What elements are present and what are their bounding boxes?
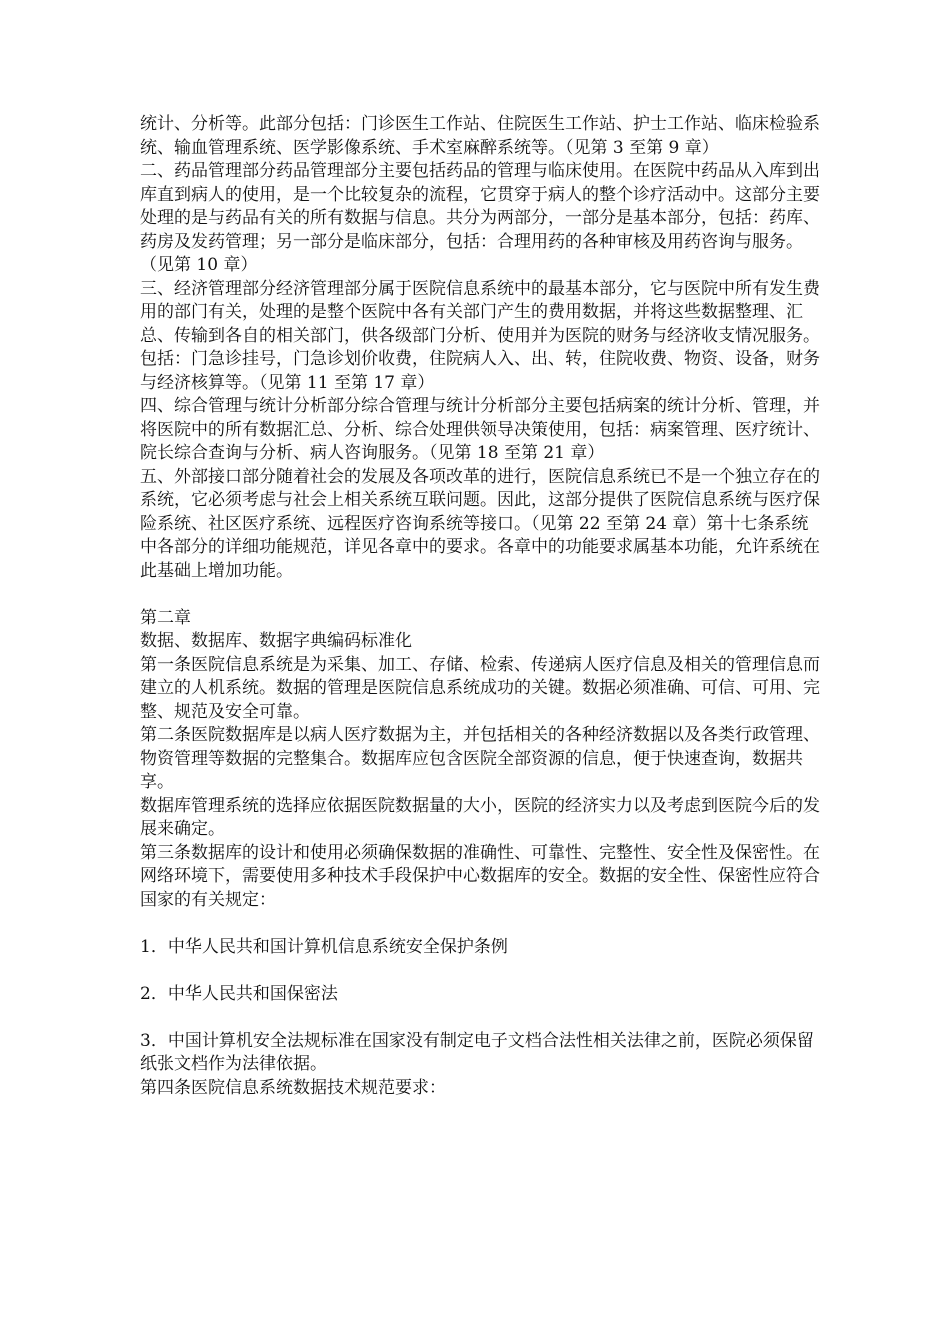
article-2: 第二条医院数据库是以病人医疗数据为主，并包括相关的各种经济数据以及各类行政管理、物资管理等数据的完整集合。数据库应包含医院全部资源的信息，便于快速查询，数据共享。 bbox=[140, 725, 820, 792]
spacer bbox=[140, 912, 820, 936]
paragraph-external-interface: 五、外部接口部分随着社会的发展及各项改革的进行，医院信息系统已不是一个独立存在的系统，它必须考虑与社会上相关系统互联问题。因此，这部分提供了医院信息系统与医疗保险系统、社区医疗系统、远程医疗咨询系统等接口。（见第 22 至第 24 章）第十七条系统中各部分的详细功能规范，详见各章中的要求。各章中的功能要求属基本功能，允许系统在此基础上增加功能。 bbox=[140, 466, 820, 581]
paragraph-drug-management: 二、药品管理部分药品管理部分主要包括药品的管理与临床使用。在医院中药品从入库到出库直到病人的使用，是一个比较复杂的流程，它贯穿于病人的整个诊疗活动中。这部分主要处理的是与药品有关的所有数据与信息。共分为两部分，一部分是基本部分，包括：药库、药房及发药管理；另一部分是临床部分，包括：合理用药的各种审核及用药咨询与服务。（见第 10 章） bbox=[140, 161, 820, 275]
list-item-1: 1．中华人民共和国计算机信息系统安全保护条例 bbox=[140, 936, 508, 957]
list-item-3: 3．中国计算机安全法规标准在国家没有制定电子文档合法性相关法律之前，医院必须保留纸张文档作为法律依据。 bbox=[140, 1030, 814, 1074]
article-1: 第一条医院信息系统是为采集、加工、存储、检索、传递病人医疗信息及相关的管理信息而建立的人机系统。数据的管理是医院信息系统成功的关键。数据必须准确、可信、可用、完整、规范及安全可靠。 bbox=[140, 654, 820, 722]
chapter-label: 第二章 bbox=[140, 607, 191, 628]
list-item-2: 2．中华人民共和国保密法 bbox=[140, 983, 338, 1004]
article-4: 第四条医院信息系统数据技术规范要求： bbox=[140, 1077, 446, 1098]
paragraph-clinical-systems: 统计、分析等。此部分包括：门诊医生工作站、住院医生工作站、护士工作站、临床检验系统、输血管理系统、医学影像系统、手术室麻醉系统等。（见第 3 至第 9 章） bbox=[140, 114, 820, 158]
spacer bbox=[140, 1006, 820, 1030]
spacer bbox=[140, 959, 820, 983]
spacer bbox=[140, 583, 820, 607]
chapter-title: 数据、数据库、数据字典编码标准化 bbox=[140, 631, 412, 651]
article-3: 第三条数据库的设计和使用必须确保数据的准确性、可靠性、完整性、安全性及保密性。在网络环境下，需要使用多种技术手段保护中心数据库的安全。数据的安全性、保密性应符合国家的有关规定： bbox=[140, 842, 820, 910]
paragraph-statistics-management: 四、综合管理与统计分析部分综合管理与统计分析部分主要包括病案的统计分析、管理，并将医院中的所有数据汇总、分析、综合处理供领导决策使用，包括：病案管理、医疗统计、院长综合查询与分析、病人咨询服务。（见第 18 至第 21 章） bbox=[140, 396, 820, 463]
document-page bbox=[140, 113, 820, 1100]
paragraph-economic-management: 三、经济管理部分经济管理部分属于医院信息系统中的最基本部分，它与医院中所有发生费用的部门有关，处理的是整个医院中各有关部门产生的费用数据，并将这些数据整理、汇总、传输到各自的相关部门，供各级部门分析、使用并为医院的财务与经济收支情况服务。包括：门急诊挂号，门急诊划价收费，住院病人入、出、转，住院收费、物资、设备，财务与经济核算等。（见第 11 至第 17 章） bbox=[140, 278, 820, 393]
article-2-continued: 数据库管理系统的选择应依据医院数据量的大小，医院的经济实力以及考虑到医院今后的发展来确定。 bbox=[140, 795, 820, 839]
